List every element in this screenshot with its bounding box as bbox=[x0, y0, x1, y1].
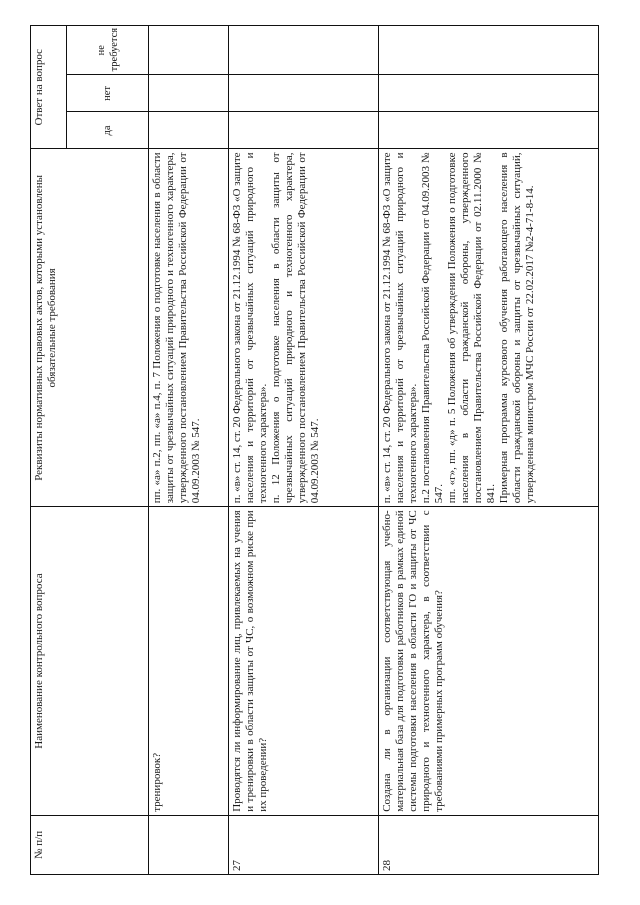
answer-not-required-cell[interactable] bbox=[379, 26, 599, 75]
header-not-required: не требуется bbox=[67, 26, 149, 75]
answer-not-required-cell[interactable] bbox=[149, 26, 229, 75]
row-num: 27 bbox=[229, 815, 379, 874]
row-question: Проводятся ли информирование лиц, привлекаемых на учения и тренировки в области защиты от ЧС, о возможном риске при их проведении? bbox=[229, 507, 379, 815]
row-requisites bbox=[379, 149, 599, 507]
row-num: 28 bbox=[379, 815, 599, 874]
answer-no-cell[interactable] bbox=[379, 75, 599, 112]
header-no: нет bbox=[67, 75, 149, 112]
table-row bbox=[149, 26, 229, 875]
answer-yes-cell[interactable] bbox=[149, 112, 229, 149]
header-question: Наименование контрольного вопроса bbox=[31, 507, 149, 815]
requisite-paragraph: пп. «а» п.2, пп. «а» п.4, п. 7 Положения о подготовке населения в области защиты от чрезвычайных ситуаций природного и техногенного характера, утвержденного постановлением Правительства Российской Федерации от 04.09.2003 № 547. bbox=[151, 152, 202, 504]
row-requisites bbox=[229, 149, 379, 507]
requisite-paragraph: п. 12 Положения о подготовке населения в области защиты от чрезвычайных ситуаций природного и техногенного характера, утвержденного постановлением Правительства Российской Федерации от 04.09.2003 № 547. bbox=[270, 152, 321, 504]
requisite-paragraph: п. «в» ст. 14, ст. 20 Федерального закона от 21.12.1994 № 68-ФЗ «О защите населения и территорий от чрезвычайных ситуаций природного и техногенного характера». bbox=[231, 152, 269, 504]
requirements-table bbox=[30, 25, 599, 875]
row-question: Создана ли в организации соответствующая учебно-материальная база для подготовки работников в рамках единой системы подготовки населения в области ГО и защиты от ЧС природного и техногенного характера, в соответствии с требованиями примерных программ обучения? bbox=[379, 507, 599, 815]
requisite-paragraph: пп. «г», пп. «д» п. 5 Положения об утверждении Положения о подготовке населения в области гражданской обороны, утвержденного постановлением Правительства Российской Федерации от 02.11.2000 № 841. bbox=[446, 152, 497, 504]
header-yes: да bbox=[67, 112, 149, 149]
requisite-paragraph: п.2 постановления Правительства Российской Федерации от 04.09.2003 № 547. bbox=[420, 152, 445, 504]
row-question: тренировок? bbox=[149, 507, 229, 815]
header-requisites: Реквизиты нормативных правовых актов, которыми установлены обязательные требования bbox=[31, 149, 149, 507]
header-answer-group: Ответ на вопрос bbox=[31, 26, 67, 149]
requisite-paragraph: п. «в» ст. 14, ст. 20 Федерального закона от 21.12.1994 № 68-ФЗ «О защите населения и территорий от чрезвычайных ситуаций природного и техногенного характера». bbox=[381, 152, 419, 504]
header-num: № п/п bbox=[31, 815, 149, 874]
answer-yes-cell[interactable] bbox=[229, 112, 379, 149]
row-num bbox=[149, 815, 229, 874]
requisite-paragraph: Примерная программа курсового обучения работающего населения в области гражданской обороны и защиты от чрезвычайных ситуаций, утвержденная министром МЧС России от 22.02.2017 №2-4-71-8-14. bbox=[498, 152, 536, 504]
answer-no-cell[interactable] bbox=[229, 75, 379, 112]
answer-no-cell[interactable] bbox=[149, 75, 229, 112]
table-row bbox=[229, 26, 379, 875]
table-row bbox=[379, 26, 599, 875]
rotated-table-wrapper bbox=[30, 25, 610, 875]
answer-yes-cell[interactable] bbox=[379, 112, 599, 149]
answer-not-required-cell[interactable] bbox=[229, 26, 379, 75]
row-requisites bbox=[149, 149, 229, 507]
